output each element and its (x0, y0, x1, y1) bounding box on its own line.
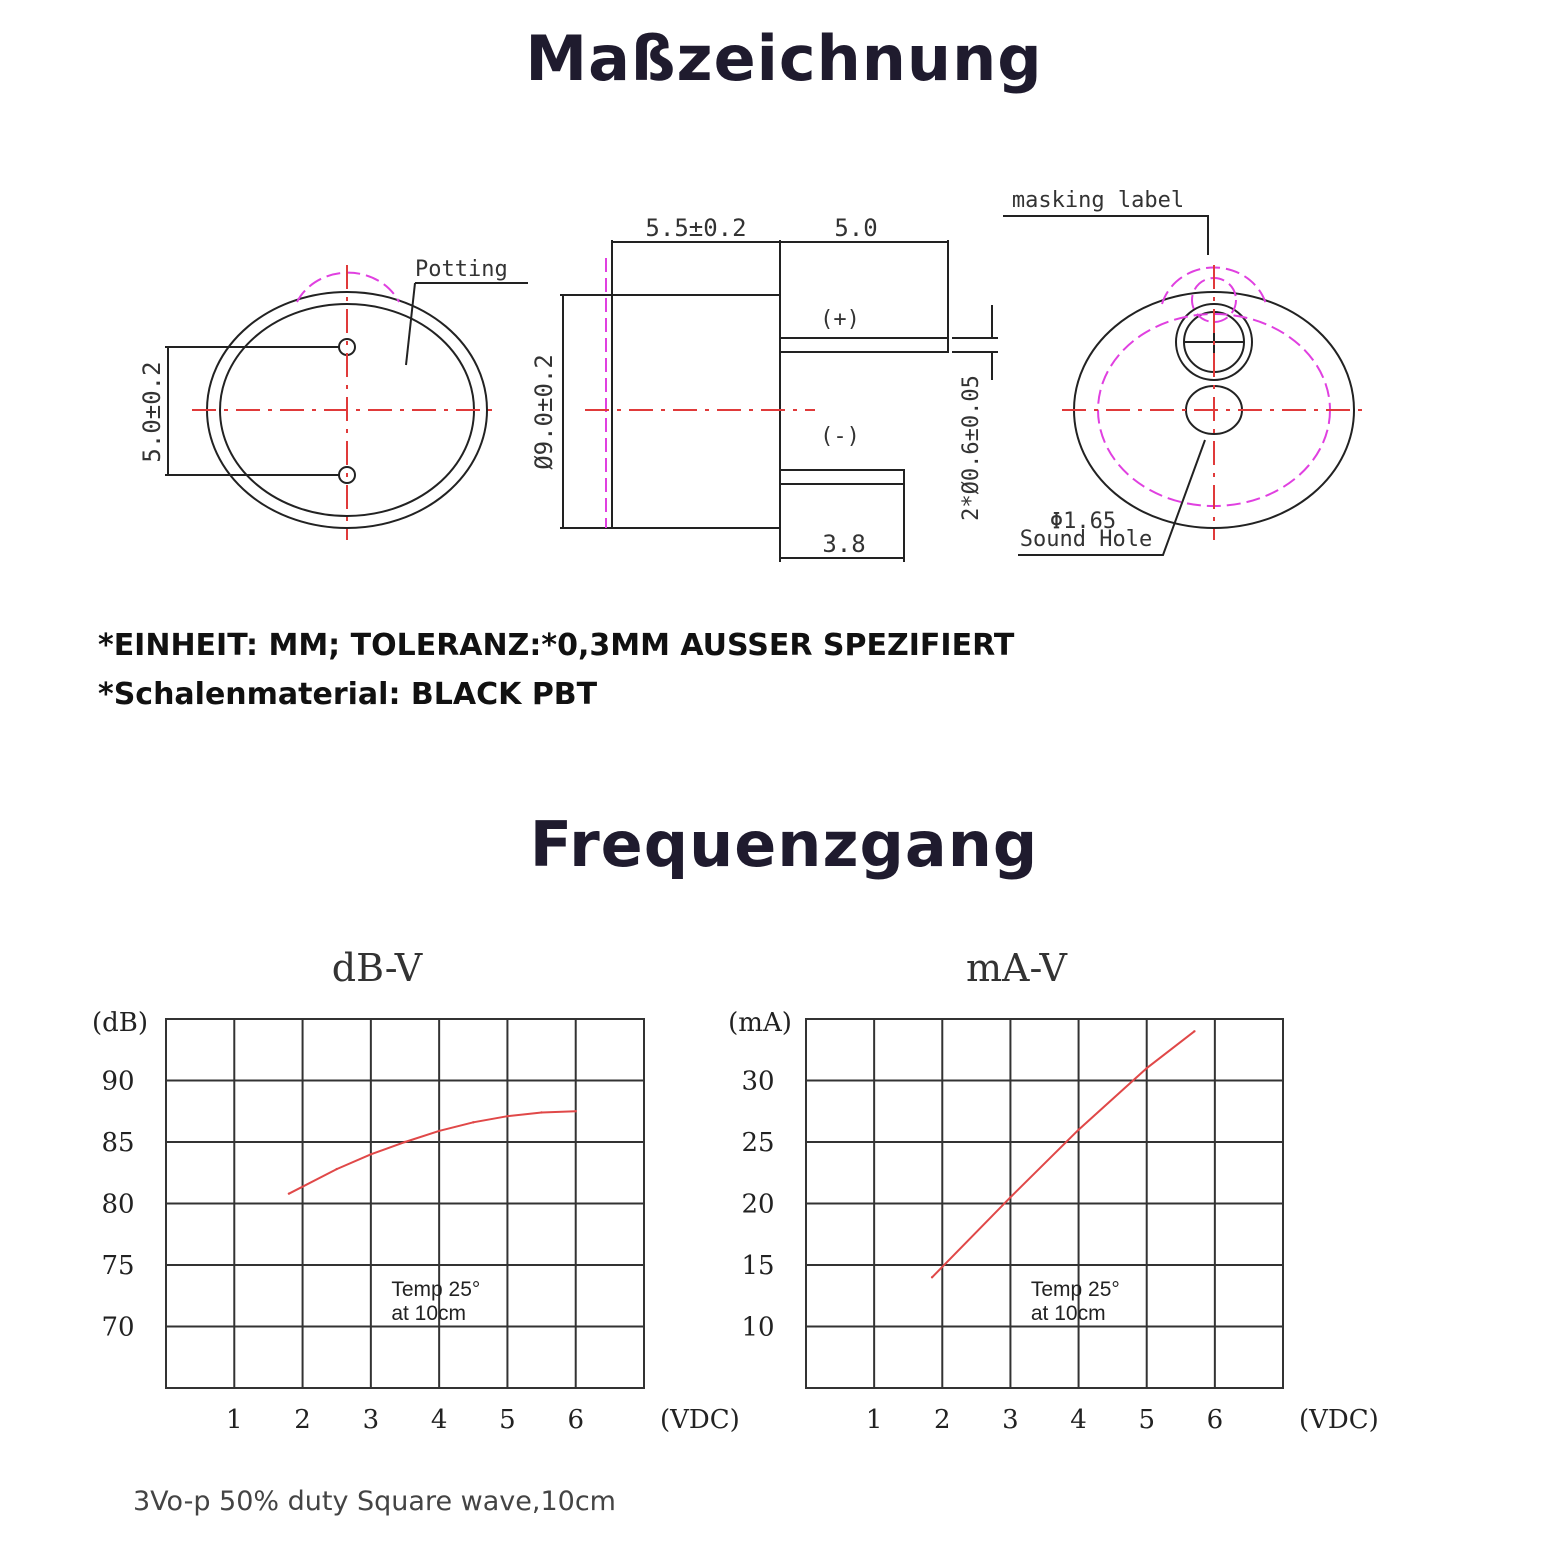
data-point (404, 1141, 406, 1143)
pin-spacing-dim: 5.0±0.2 (138, 361, 166, 463)
data-point (1077, 1129, 1079, 1131)
hole-diameter-dim: Φ1.65 (1049, 509, 1117, 534)
y-tick-label: 15 (741, 1251, 775, 1281)
short-pin-dim: 3.8 (822, 530, 866, 558)
sound-hole-label: Sound Hole (1019, 527, 1153, 552)
masking-label-text: masking label (1011, 188, 1185, 213)
y-tick-label: 75 (101, 1251, 135, 1281)
x-tick-label: 2 (934, 1405, 951, 1435)
data-point (438, 1130, 440, 1132)
x-tick-label: 1 (865, 1405, 883, 1435)
material-note: *Schalenmaterial: BLACK PBT (98, 677, 598, 712)
pin-length-dim: 5.0 (834, 214, 878, 242)
response-heading: Frequenzgang (529, 808, 1039, 881)
x-tick-label: 5 (499, 1405, 516, 1435)
y-tick-label: 85 (101, 1128, 135, 1158)
x-tick-label: 3 (1002, 1405, 1019, 1435)
data-point (1193, 1030, 1195, 1032)
chart-annotation: at 10cm (1030, 1301, 1106, 1325)
y-axis-label: (dB) (91, 1008, 149, 1038)
test-condition-note: 3Vo-p 50% duty Square wave,10cm (133, 1486, 616, 1517)
data-point (472, 1121, 474, 1123)
pin-plus-label: (+) (820, 307, 860, 332)
data-point (336, 1168, 338, 1170)
data-point (288, 1192, 290, 1194)
pin-minus-label: (-) (820, 424, 860, 449)
chart-ma-v (728, 946, 1379, 1435)
x-tick-label: 2 (294, 1405, 311, 1435)
y-tick-label: 20 (741, 1189, 775, 1220)
data-point (370, 1153, 372, 1155)
y-tick-label: 25 (741, 1128, 775, 1158)
drawing-heading: Maßzeichnung (525, 22, 1043, 95)
data-point (1009, 1196, 1011, 1198)
data-point (931, 1276, 933, 1278)
chart-title: dB-V (331, 946, 423, 990)
y-axis-label: (mA) (728, 1008, 792, 1038)
diameter-dim: Ø9.0±0.2 (530, 354, 558, 470)
data-point (506, 1115, 508, 1117)
x-tick-label: 6 (1206, 1405, 1224, 1435)
x-axis-label: (VDC) (1299, 1405, 1379, 1435)
series-line (289, 1111, 576, 1193)
pin-diameter-dim: 2*Ø0.6±0.05 (959, 375, 984, 521)
y-tick-label: 10 (741, 1312, 775, 1343)
body-length-dim: 5.5±0.2 (645, 214, 747, 242)
y-tick-label: 30 (741, 1066, 775, 1097)
x-tick-label: 4 (1070, 1405, 1087, 1435)
x-axis-label: (VDC) (660, 1405, 740, 1435)
chart-annotation: at 10cm (391, 1301, 467, 1325)
x-tick-label: 6 (567, 1405, 584, 1435)
series-line (932, 1031, 1194, 1277)
x-tick-label: 4 (430, 1405, 448, 1435)
y-tick-label: 90 (101, 1066, 135, 1097)
unit-note: *EINHEIT: MM; TOLERANZ:*0,3MM AUSSER SPEZIFIERT (98, 628, 1015, 663)
x-tick-label: 3 (362, 1405, 380, 1435)
chart-annotation: Temp 25° (391, 1277, 481, 1301)
chart-title: mA-V (966, 946, 1067, 990)
potting-label: Potting (415, 257, 508, 282)
y-tick-label: 70 (101, 1312, 135, 1343)
data-point (1146, 1067, 1148, 1069)
chart-db-v (92, 946, 740, 1435)
y-tick-label: 80 (101, 1189, 135, 1220)
data-point (540, 1111, 542, 1113)
x-tick-label: 5 (1138, 1405, 1155, 1435)
chart-annotation: Temp 25° (1030, 1277, 1120, 1301)
x-tick-label: 1 (226, 1405, 243, 1435)
data-point (575, 1110, 577, 1112)
